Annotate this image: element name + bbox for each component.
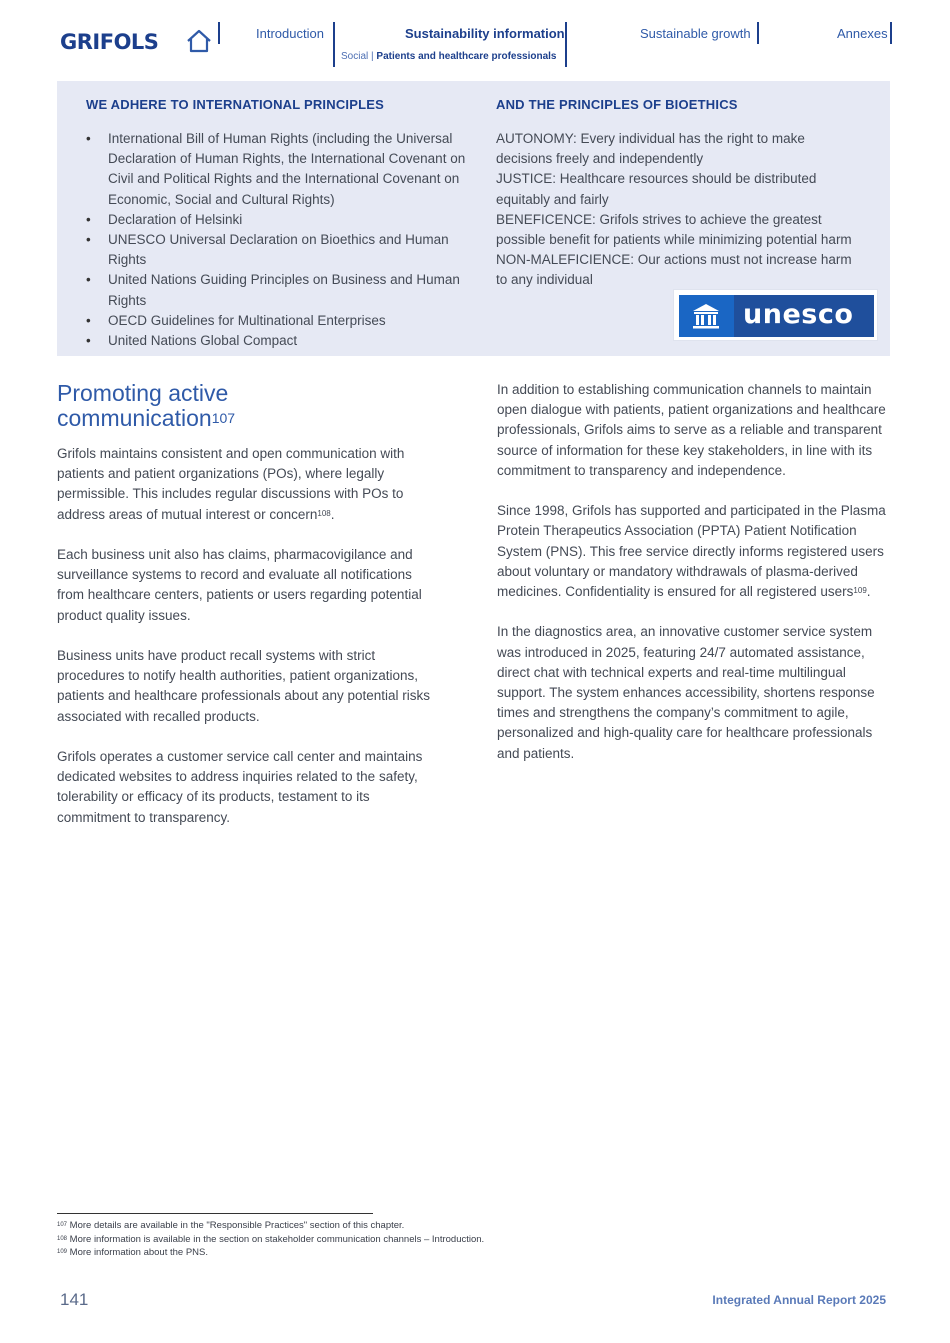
footnote-ref[interactable]: 107 [211,410,236,426]
footnote-item[interactable]: $^{108}$ More information is available in the section on stakeholder communication channels – Introduction. [57,1233,485,1245]
paragraph: Grifols maintains consistent and open communication with patients and patient organizations (POs), where legally permissible. This includes regular discussions with POs to address areas of mutual interest or concern$^{108}$. [57,446,405,522]
page-number: 141 [60,1290,89,1309]
breadcrumb-current-page[interactable]: Patients and healthcare professionals [376,51,557,62]
report-title: Integrated Annual Report 2025 [712,1293,886,1307]
bioethics-title: AND THE PRINCIPLES OF BIOETHICS [496,97,738,112]
list-item: • United Nations Global Compact [86,331,466,351]
bioethics-autonomy: AUTONOMY: Every individual has the right to make decisions freely and independently [496,131,805,167]
international-principles-title: WE ADHERE TO INTERNATIONAL PRINCIPLES [86,97,384,112]
bioethics-non-maleficience: NON-MALEFICIENCE: Our actions must not increase harm to any individual [496,252,852,288]
right-column [497,380,894,784]
breadcrumb-social[interactable]: Social [341,51,369,62]
list-item: • OECD Guidelines for Multinational Enterprises [86,311,466,331]
bioethics-justice: JUSTICE: Healthcare resources should be distributed equitably and fairly [496,171,817,207]
nav-divider [333,22,335,67]
list-item: • International Bill of Human Rights (including the Universal Declaration of Human Rights, the International Covenant on Civil and Political Rights and the International Covenant on Economic, Social and Cultural Rights) [86,129,466,210]
heading-line-2: communication [57,405,212,431]
nav-divider [565,22,567,67]
breadcrumb-divider: | [371,51,374,62]
paragraph: In addition to establishing communication channels to maintain open dialogue with patients, patient organizations and healthcare professionals, Grifols aims to serve as a reliable and transparent source of information for these key stakeholders, in line with its commitment to transparency and independence. [497,382,886,478]
nav-divider [890,22,892,44]
footnote-divider [57,1213,373,1214]
unesco-wordmark: unesco [743,299,854,330]
nav-sustainable-growth[interactable]: Sustainable growth [640,26,751,41]
paragraph: Since 1998, Grifols has supported and participated in the Plasma Protein Therapeutics Association (PPTA) Patient Notification System (PNS). This free service directly informs registered users about voluntary or mandatory withdrawals of plasma-derived medicines. Confidentiality is ensured for all registered users$^{109}$. [497,503,886,600]
footnote-item[interactable]: $^{109}$ More information about the PNS. [57,1247,209,1258]
nav-introduction[interactable]: Introduction [256,26,324,41]
nav-annexes[interactable]: Annexes [837,26,888,41]
nav-divider [218,22,220,44]
paragraph: Each business unit also has claims, pharmacovigilance and surveillance systems to record and evaluate all notifications from healthcare centers, patients or users regarding potential product quality issues. [57,547,422,623]
footnote-ref[interactable]: 109 [853,586,867,596]
paragraph: In the diagnostics area, an innovative customer service system was introduced in 2025, featuring 24/7 automated assistance, direct chat with technical experts and real-time multilingual support. The system enhances accessibility, shortens response times and strengthens the company’s commitment to agile, personalized and high-quality care for healthcare professionals and patients. [497,624,875,761]
left-column [57,444,439,848]
list-item: • UNESCO Universal Declaration on Bioethics and Human Rights [86,230,466,270]
bioethics-beneficence: BENEFICENCE: Grifols strives to achieve the greatest possible benefit for patients while minimizing potential harm [496,211,852,248]
principles-list [86,129,466,351]
unesco-logo [673,289,878,341]
section-heading [57,381,235,431]
nav-breadcrumb[interactable] [341,51,556,62]
heading-line-1: Promoting active [57,380,229,406]
paragraph: Grifols operates a customer service call center and maintains dedicated websites to address inquiries related to the safety, tolerability or efficacy of its products, testament to its commitment to transparency. [57,749,423,825]
temple-icon [679,295,734,337]
footnote-ref[interactable]: 108 [317,508,331,518]
nav-sustainability-information[interactable]: Sustainability information [405,26,565,41]
grifols-logo[interactable]: GRIFOLS [60,30,159,54]
list-item: • Declaration of Helsinki [86,210,466,230]
list-item: • United Nations Guiding Principles on Business and Human Rights [86,270,466,310]
bioethics-list [496,129,856,291]
footnotes [57,1219,484,1260]
home-icon[interactable] [185,28,213,54]
paragraph: Business units have product recall systems with strict procedures to notify health authorities, patient organizations, patients and healthcare professionals about any potential risks associated with recalled products. [57,648,430,724]
footnote-item[interactable]: $^{107}$ More details are available in the "Responsible Practices" section of this chapter. [57,1220,405,1231]
nav-divider [757,22,759,44]
